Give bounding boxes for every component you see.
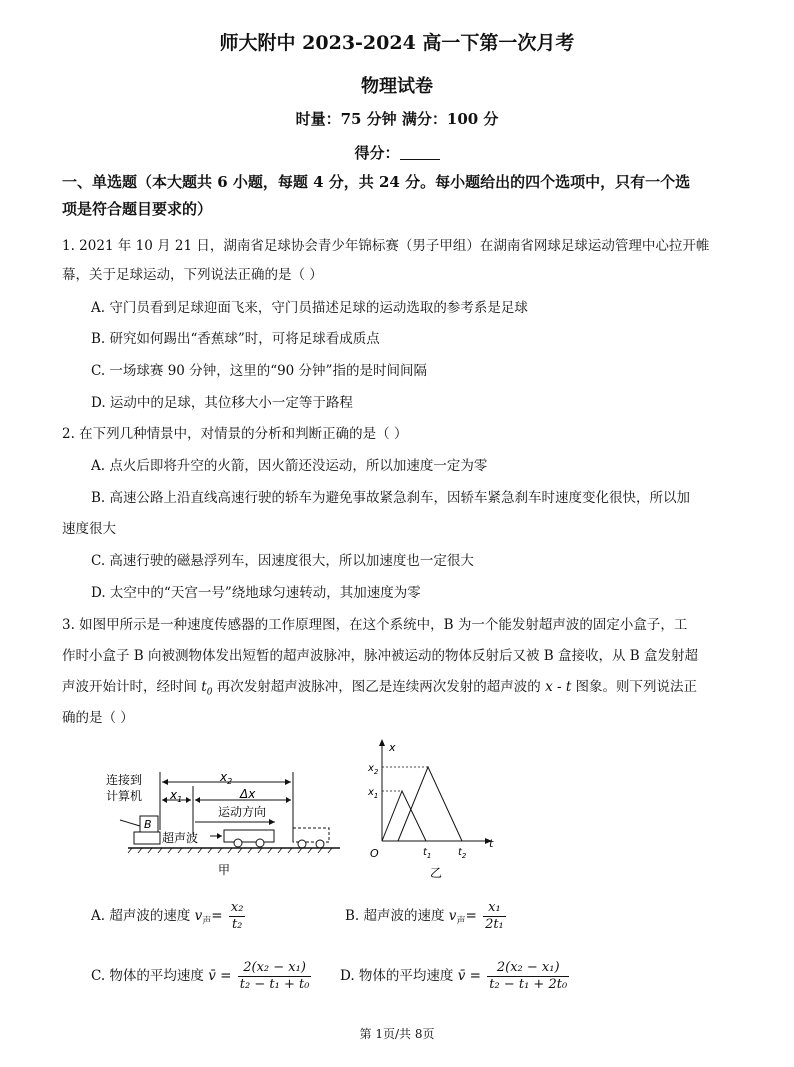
arrow-x2-head-left bbox=[162, 779, 168, 785]
equals-sign: = bbox=[211, 908, 223, 924]
q1-option-b[interactable]: B. 研究如何踢出“香蕉球”时，可将足球看成质点 bbox=[91, 331, 380, 347]
score-line bbox=[0, 142, 794, 163]
figure-yi bbox=[362, 735, 502, 885]
q3-stem-line2: 作时小盒子 B 向被测物体发出短暂的超声波脉冲，脉冲被运动的物体反射后又被 B 盒接收，从 B 盒发射超 bbox=[62, 648, 699, 664]
q2-option-d[interactable]: D. 太空中的“天宫一号”绕地球匀速转动，其加速度为零 bbox=[91, 585, 421, 601]
q2-option-c[interactable]: C. 高速行驶的磁悬浮列车，因速度很大，所以加速度也一定很大 bbox=[91, 553, 474, 569]
score-blank[interactable] bbox=[400, 145, 440, 160]
q3-option-a-fraction: $\frac{\text{x₂}}{\text{t₂}}$ bbox=[230, 900, 244, 932]
arrow-dx-head-right bbox=[286, 797, 291, 803]
q3-option-b[interactable] bbox=[345, 898, 506, 938]
q3-stem-line3-part2: 再次发射超声波脉冲，图乙是连续两次发射的超声波的 bbox=[212, 679, 546, 695]
axis-label-x: x bbox=[389, 741, 396, 754]
equals-sign: = bbox=[465, 968, 481, 984]
symbol-v: v bbox=[448, 908, 457, 924]
section-heading-line2: 项是符合题目要求的） bbox=[62, 200, 213, 218]
cart-dashed bbox=[293, 828, 329, 842]
symbol-v-sub: 声 bbox=[202, 916, 212, 927]
q3-option-b-label: B. 超声波的速度 bbox=[345, 908, 449, 924]
q3-stem-line3-part3: 图象。则下列说法正 bbox=[571, 679, 698, 695]
q3-option-a-label: A. 超声波的速度 bbox=[91, 908, 195, 924]
section-heading-line1: 一、单选题（本大题共 6 小题，每题 4 分，共 24 分。每小题给出的四个选项中，只有一个选 bbox=[62, 173, 691, 191]
symbol-vbar: v̄ bbox=[457, 968, 466, 984]
figure-jia bbox=[100, 770, 345, 880]
fig-jia-connect-label-2: 计算机 bbox=[106, 789, 143, 803]
pulse-2-triangle bbox=[398, 767, 462, 841]
section-heading bbox=[62, 169, 732, 223]
q3-option-a[interactable] bbox=[91, 898, 245, 938]
q2-option-b-line2: 速度很大 bbox=[62, 521, 116, 537]
q3-option-d[interactable] bbox=[340, 958, 569, 998]
cart-solid-wheel-2 bbox=[256, 839, 264, 847]
q3-stem-line4: 确的是（ ） bbox=[62, 710, 134, 726]
origin-label: O bbox=[370, 847, 379, 860]
label-x1: $x_1$ bbox=[170, 788, 183, 804]
label-wave: 超声波 bbox=[162, 831, 199, 845]
q3-option-b-fraction: $\frac{\text{x₁}}{\text{2t₁}}$ bbox=[485, 900, 504, 932]
cart-solid-wheel-1 bbox=[234, 839, 242, 847]
wave-arrow-head bbox=[217, 833, 222, 839]
exam-subtitle: 物理试卷 bbox=[361, 76, 433, 97]
q3-option-d-label: D. 物体的平均速度 bbox=[340, 968, 458, 984]
q1-option-a[interactable]: A. 守门员看到足球迎面飞来，守门员描述足球的运动选取的参考系是足球 bbox=[91, 300, 528, 316]
pulse-1-triangle bbox=[382, 791, 426, 841]
time-info: 时量：75 分钟 满分：100 分 bbox=[295, 110, 499, 128]
symbol-t0: $t_0$ bbox=[201, 679, 213, 698]
axis-label-t: t bbox=[489, 837, 494, 850]
arrow-direction-head bbox=[269, 819, 275, 825]
q3-option-d-fraction: $\frac{\text{2(x₂ − x₁)}}{\text{t₂ − t₁ + 2t₀}}$ bbox=[489, 960, 568, 992]
q3-stem-line3-part1: 声波开始计时，经时间 bbox=[62, 679, 202, 695]
symbol-v-sub: 声 bbox=[456, 916, 466, 927]
box-stand bbox=[134, 832, 160, 844]
arrow-x1-head-right bbox=[186, 797, 191, 803]
tick-t1: $t_1$ bbox=[423, 847, 432, 860]
symbol-v: v bbox=[194, 908, 203, 924]
q3-stem-line1: 3. 如图甲所示是一种速度传感器的工作原理图，在这个系统中，B 为一个能发射超声波的固定小盒子，工 bbox=[62, 617, 688, 633]
q1-option-c[interactable]: C. 一场球赛 90 分钟，这里的“90 分钟”指的是时间间隔 bbox=[91, 363, 427, 379]
q3-option-c-fraction: $\frac{\text{2(x₂ − x₁)}}{\text{t₂ − t₁ + t₀}}$ bbox=[239, 960, 310, 992]
q2-option-a[interactable]: A. 点火后即将升空的火箭，因火箭还没运动，所以加速度一定为零 bbox=[91, 458, 488, 474]
fig-jia-connect-label-1: 连接到 bbox=[106, 773, 143, 787]
cart-solid bbox=[224, 830, 274, 842]
q2-stem: 2. 在下列几种情景中，对情景的分析和判断正确的是（ ） bbox=[62, 426, 408, 442]
exam-title: 师大附中 2023-2024 高一下第一次月考 bbox=[219, 32, 575, 54]
box-b-label: B bbox=[144, 818, 152, 831]
q1-stem-line2: 幕，关于足球运动，下列说法正确的是（ ） bbox=[62, 267, 323, 283]
cart-dashed-wheel-2 bbox=[316, 840, 324, 848]
q3-option-c[interactable] bbox=[91, 958, 311, 998]
score-label: 得分： bbox=[354, 144, 400, 162]
axis-x-vertical-head bbox=[379, 739, 385, 746]
tick-x1: $x_1$ bbox=[368, 787, 379, 800]
fig-yi-caption: 乙 bbox=[430, 866, 443, 880]
equals-sign: = bbox=[215, 968, 232, 984]
label-dx: Δx bbox=[240, 787, 256, 801]
tick-x2: $x_2$ bbox=[368, 763, 379, 776]
tick-t2: $t_2$ bbox=[458, 847, 467, 860]
symbol-xt: x - t bbox=[545, 679, 572, 695]
q2-option-b-line1[interactable]: B. 高速公路上沿直线高速行驶的轿车为避免事故紧急刹车，因轿车紧急刹车时速度变化很快，所以加 bbox=[91, 490, 691, 506]
cable bbox=[120, 820, 140, 826]
label-direction: 运动方向 bbox=[218, 805, 267, 819]
arrow-x2-head-right bbox=[285, 779, 291, 785]
cart-dashed-wheel-1 bbox=[298, 840, 306, 848]
arrow-x1-head-left bbox=[162, 797, 167, 803]
equals-sign: = bbox=[465, 908, 477, 924]
q1-option-d[interactable]: D. 运动中的足球，其位移大小一定等于路程 bbox=[91, 395, 353, 411]
label-x2: $x_2$ bbox=[220, 770, 233, 786]
arrow-dx-head-left bbox=[195, 797, 200, 803]
q3-stem-line3 bbox=[62, 677, 697, 703]
symbol-vbar: v̄ bbox=[208, 968, 216, 984]
page-footer: 第 1页/共 8页 bbox=[359, 1027, 435, 1041]
q1-stem-line1: 1. 2021 年 10 月 21 日，湖南省足球协会青少年锦标赛（男子甲组）在湖南省网球足球运动管理中心拉开帷 bbox=[62, 238, 710, 254]
q3-option-c-label: C. 物体的平均速度 bbox=[91, 968, 209, 984]
fig-jia-caption: 甲 bbox=[218, 863, 231, 877]
